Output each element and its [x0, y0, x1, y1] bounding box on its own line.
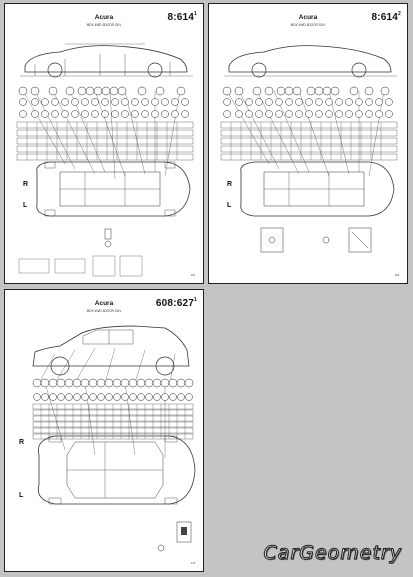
- sheet-code: $608:627^1$: [155, 297, 197, 309]
- page-number: 1/3: [190, 561, 195, 565]
- sheet-subtitle: MDX 4WD 5DOOR SUV: [86, 309, 122, 313]
- diagram-sheet-2: [208, 3, 408, 284]
- sheet-brand: Acura: [94, 14, 114, 21]
- page-number: 3/3: [394, 273, 399, 277]
- right-side-label: R: [23, 181, 29, 188]
- sheet-subtitle: MDX 4WD 5DOOR SUV: [290, 23, 326, 27]
- logo-panel: [208, 289, 408, 572]
- diagram-sheet-3: [4, 289, 204, 572]
- sheet-brand: Acura: [94, 300, 114, 307]
- page-number: 2/3: [190, 273, 195, 277]
- body-dimension-drawing: [5, 290, 205, 573]
- right-side-label: R: [227, 181, 233, 188]
- sheet-code: $8:614^2$: [371, 11, 401, 23]
- cargeometry-logo: CarGeometry: [263, 542, 402, 564]
- body-dimension-drawing: [209, 4, 409, 285]
- sheet-subtitle: MDX 4WD 5DOOR SUV: [86, 23, 122, 27]
- left-side-label: L: [23, 202, 28, 209]
- sheet-code: $8:614^1$: [167, 11, 197, 23]
- sheet-brand: Acura: [298, 14, 318, 21]
- left-side-label: L: [227, 202, 232, 209]
- diagram-sheet-1: [4, 3, 204, 284]
- body-dimension-drawing: [5, 4, 205, 285]
- right-side-label: R: [19, 439, 25, 446]
- left-side-label: L: [19, 492, 24, 499]
